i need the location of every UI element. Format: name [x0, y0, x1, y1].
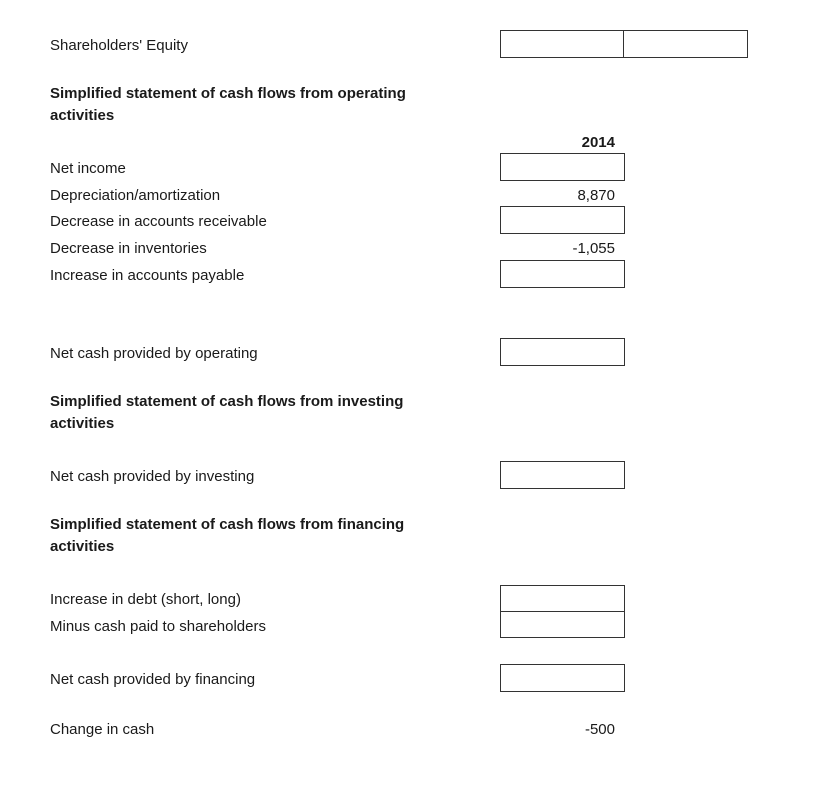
financing-heading-line2: activities [50, 538, 115, 555]
depreciation-value: 8,870 [577, 187, 615, 204]
financing-heading-line1: Simplified statement of cash flows from financing [50, 516, 405, 533]
year-header: 2014 [581, 134, 615, 151]
shareholders-equity-input-1[interactable] [500, 30, 625, 58]
shareholders-equity-input-2[interactable] [623, 30, 748, 58]
net-investing-input[interactable] [500, 461, 625, 489]
accounts-payable-label: Increase in accounts payable [50, 267, 245, 284]
accounts-receivable-label: Decrease in accounts receivable [50, 213, 267, 230]
net-operating-input[interactable] [500, 338, 625, 366]
inventories-label: Decrease in inventories [50, 240, 207, 257]
inventories-value: -1,055 [572, 240, 615, 257]
net-investing-label: Net cash provided by investing [50, 468, 255, 485]
accounts-receivable-input[interactable] [500, 206, 625, 234]
shareholders-equity-label: Shareholders' Equity [50, 37, 188, 54]
investing-heading [50, 391, 403, 435]
financing-heading [50, 514, 404, 558]
depreciation-label: Depreciation/amortization [50, 187, 221, 204]
net-income-label: Net income [50, 160, 126, 177]
change-in-cash-label: Change in cash [50, 721, 155, 738]
net-financing-input[interactable] [500, 664, 625, 692]
net-income-input[interactable] [500, 153, 625, 181]
investing-heading-line2: activities [50, 415, 115, 432]
change-in-cash-value: -500 [584, 721, 615, 738]
cash-paid-shareholders-label: Minus cash paid to shareholders [50, 618, 266, 635]
operating-heading-line2: activities [50, 107, 115, 124]
net-financing-label: Net cash provided by financing [50, 671, 256, 688]
operating-heading [50, 83, 406, 127]
increase-debt-input[interactable] [500, 585, 625, 612]
net-operating-label: Net cash provided by operating [50, 345, 258, 362]
investing-heading-line1: Simplified statement of cash flows from investing [50, 393, 404, 410]
increase-debt-label: Increase in debt (short, long) [50, 591, 241, 608]
accounts-payable-input[interactable] [500, 260, 625, 288]
cash-paid-shareholders-input[interactable] [500, 611, 625, 638]
operating-heading-line1: Simplified statement of cash flows from operating [50, 85, 406, 102]
